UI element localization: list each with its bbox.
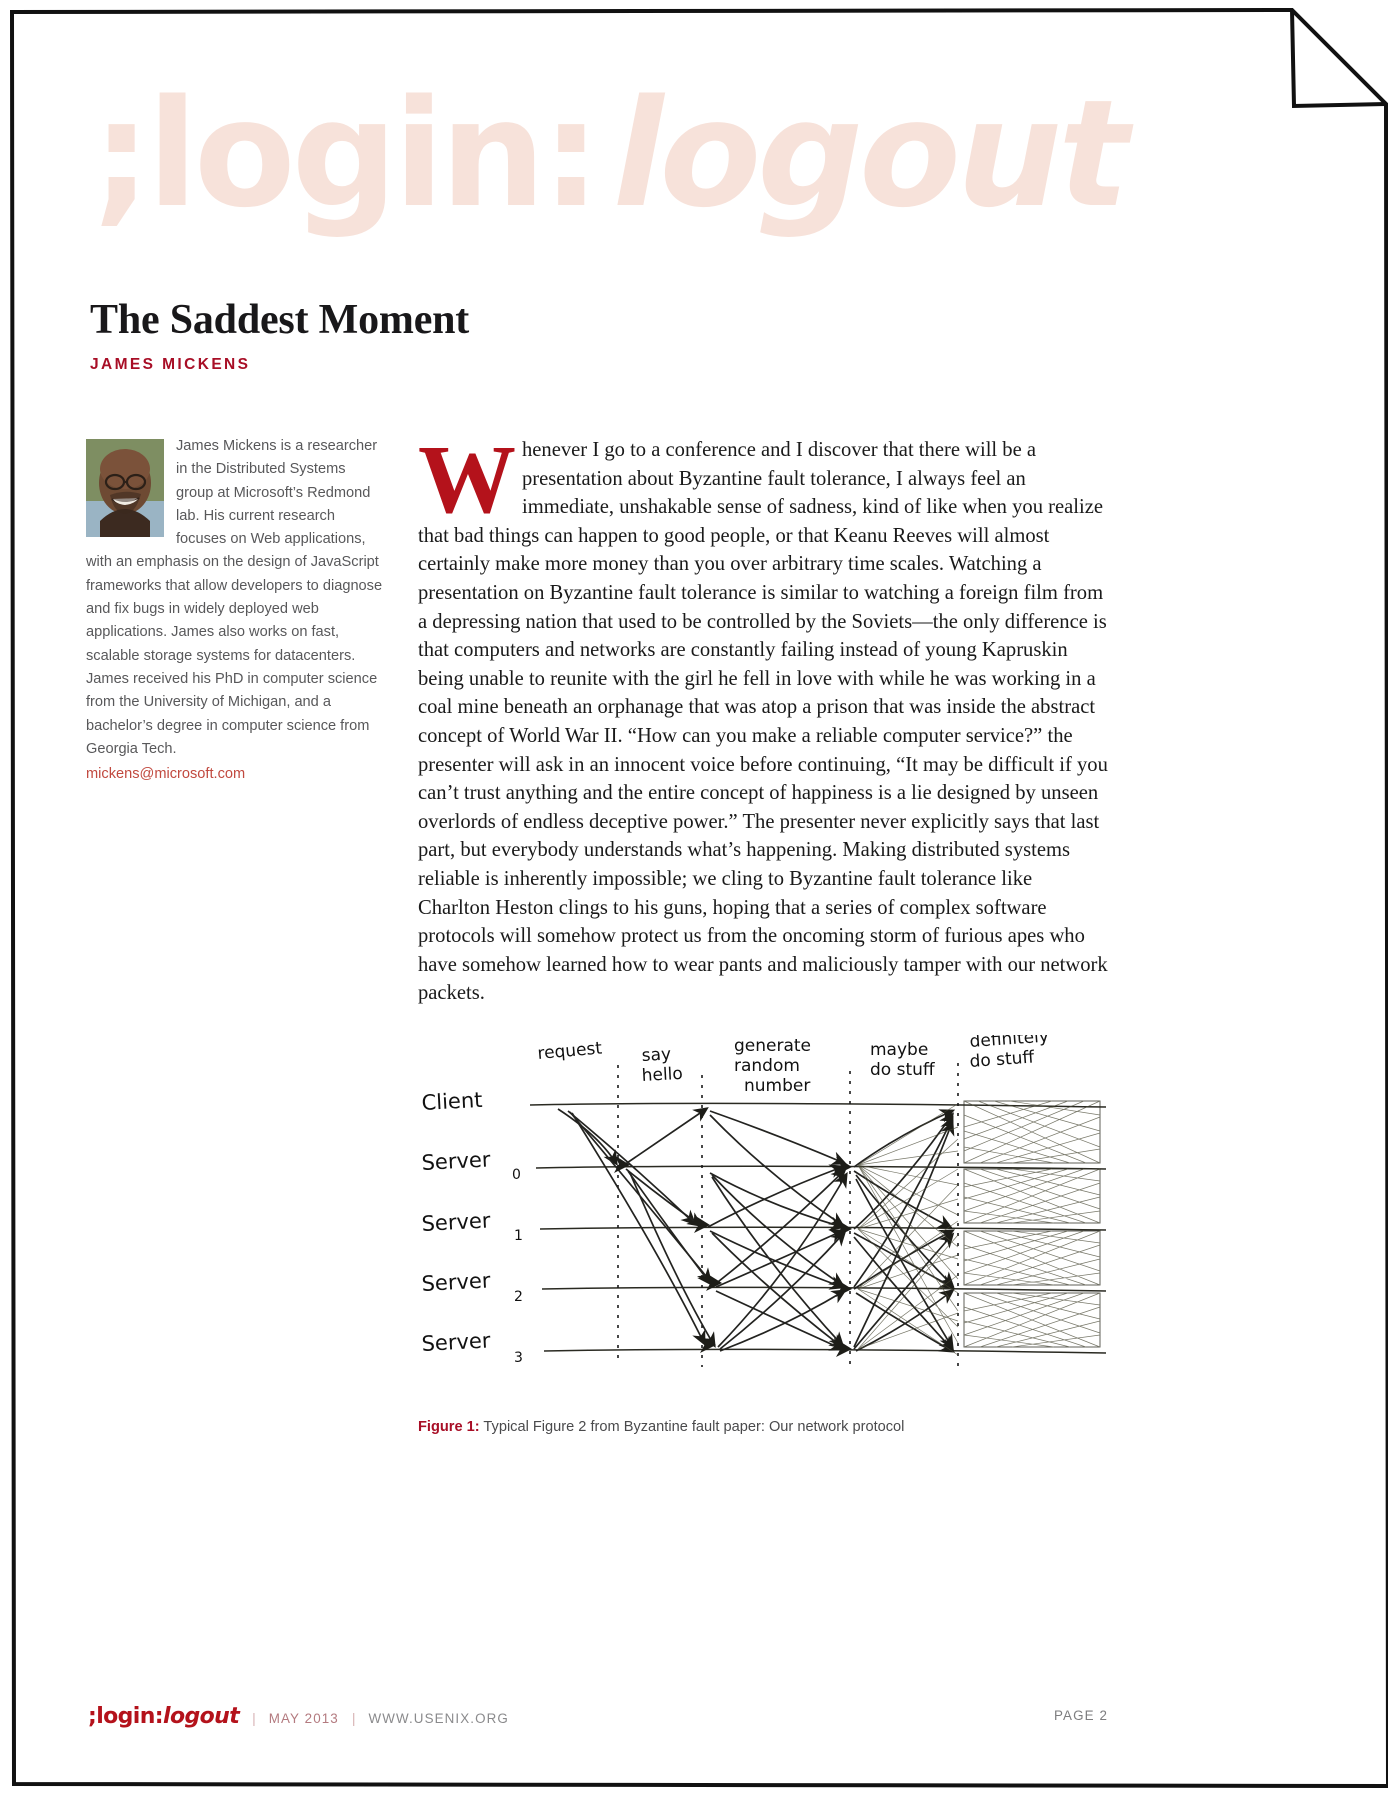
page-number: PAGE 2 [1054, 1708, 1108, 1723]
svg-text:generate: generate [734, 1036, 812, 1056]
svg-text:Server: Server [421, 1147, 492, 1175]
author-bio [86, 435, 386, 786]
figure-number: Figure 1: [418, 1419, 480, 1435]
body-paragraph: henever I go to a conference and I discover that there will be a presentation about Byzantine fault tolerance, I always feel an immediate, unshakable sense of sadness, kind of like when you realize that bad things can happen to good people, or that Keanu Reeves will almost certainly make more money than you over arbitrary time scales. Watching a presentation on Byzantine fault tolerance is similar to watching a foreign film from a depressing nation that used to be controlled by the Soviets—the only difference is that computers and networks are constantly failing instead of young Kapruskin being unable to reunite with the girl he fell in love with while he was working in a coal mine beneath an orphanage that was atop a prison that was inside the abstract concept of World War II. “How can you make a reliable computer service?” the presenter will ask in an innocent voice before continuing, “It may be difficult if you can’t trust anything and the entire concept of happiness is a lie designed by unseen overlords of endless deceptive power.” The presenter never explicitly says that last part, but everybody understands what’s happening. Making distributed systems reliable is inherently impossible; we cling to Byzantine fault tolerance like Charlton Heston clings to his guns, hoping that a series of complex software protocols will somehow protect us from the oncoming storm of furious apes who have somehow learned how to wear pants and maliciously tamper with our network packets. [418, 439, 1108, 1005]
svg-text:0: 0 [512, 1167, 521, 1183]
svg-text:maybe: maybe [870, 1040, 929, 1060]
masthead-watermark [92, 68, 1172, 260]
article-body [418, 426, 1108, 1008]
author-email-link[interactable]: mickens@microsoft.com [86, 766, 246, 783]
footer-logo-prefix: ;login: [88, 1704, 164, 1729]
svg-text:Client: Client [421, 1087, 483, 1115]
svg-text:say: say [641, 1044, 672, 1066]
svg-text:3: 3 [514, 1350, 523, 1366]
svg-text:number: number [744, 1076, 811, 1096]
svg-text:request: request [536, 1038, 603, 1064]
svg-text:Server: Server [421, 1328, 492, 1356]
svg-text:definitely: definitely [968, 1035, 1050, 1052]
drop-cap: W [418, 426, 516, 534]
svg-text:Server: Server [421, 1268, 492, 1296]
footer-separator-1: | [252, 1710, 256, 1726]
masthead-semicolon: ; [92, 68, 148, 240]
svg-text:2: 2 [514, 1289, 523, 1305]
footer-logo [88, 1704, 239, 1729]
footer-date: MAY 2013 [268, 1711, 339, 1726]
page-footer [88, 1704, 1108, 1729]
svg-text:do stuff: do stuff [968, 1047, 1035, 1072]
author-byline: JAMES MICKENS [90, 356, 251, 373]
bio-text: James Mickens is a researcher in the Distributed Systems group at Microsoft’s Redmond lab. His current research focuses on Web applications, with an emphasis on the design of JavaScript frameworks that allow developers to diagnose and fix bugs in widely deployed web applications. James also works on fast, scalable storage systems for datacenters. James received his PhD in computer science from the University of Michigan, and a bachelor’s degree in computer science from Georgia Tech. [86, 438, 383, 757]
avatar [86, 439, 164, 537]
svg-text:random: random [734, 1056, 800, 1076]
footer-logo-suffix: logout [163, 1704, 240, 1729]
page-title: The Saddest Moment [90, 297, 470, 344]
footer-url[interactable]: WWW.USENIX.ORG [368, 1711, 509, 1726]
masthead-login: login: [147, 68, 597, 240]
masthead-logout: logout [612, 68, 1125, 240]
svg-text:1: 1 [514, 1228, 523, 1244]
footer-separator-2: | [351, 1710, 356, 1726]
svg-text:Server: Server [421, 1208, 492, 1236]
figure-caption [418, 1417, 1108, 1437]
figure-caption-text: Typical Figure 2 from Byzantine fault paper: Our network protocol [479, 1419, 905, 1435]
svg-text:hello: hello [641, 1063, 684, 1086]
svg-text:do stuff: do stuff [870, 1060, 935, 1080]
figure-block [418, 1035, 1108, 1437]
protocol-diagram-image [418, 1035, 1108, 1395]
